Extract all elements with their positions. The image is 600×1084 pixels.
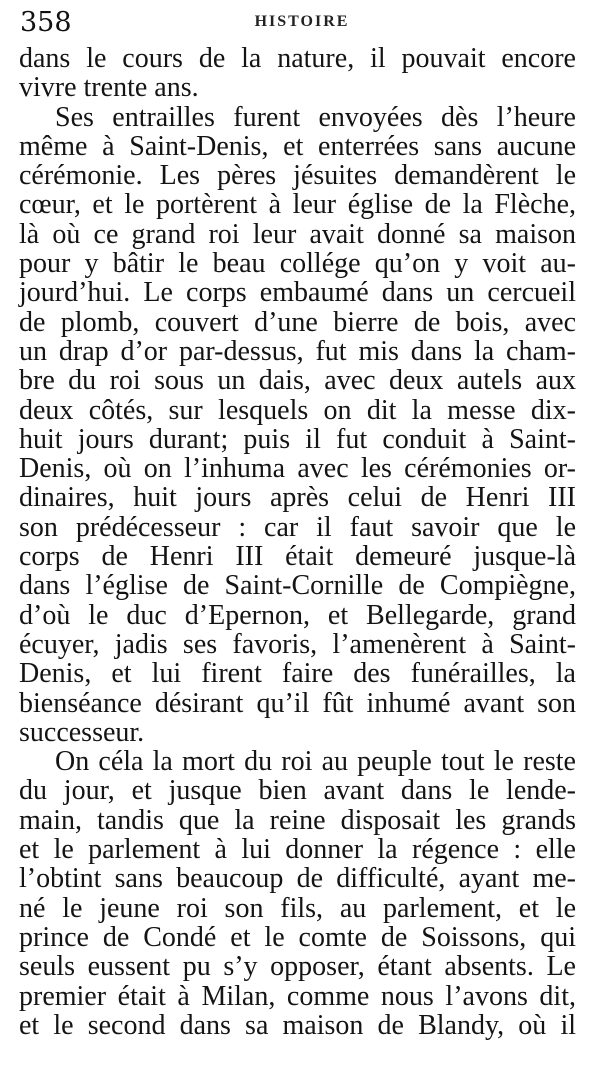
text-line: de plomb, couvert d’une bierre de bois, avec — [19, 306, 576, 338]
text-line: Denis, et lui firent faire des funérailles, la — [19, 658, 576, 690]
text-line: un drap d’or par-dessus, fut mis dans la cham- — [19, 335, 576, 367]
text-line: deux côtés, sur lesquels on dit la messe dix- — [19, 394, 576, 426]
text-line: pour y bâtir le beau collége qu’on y voit au- — [19, 248, 576, 280]
running-head — [18, 6, 586, 40]
body-text — [19, 44, 576, 1040]
text-line: né le jeune roi son fils, au parlement, et le — [19, 892, 576, 924]
text-line: cœur, et le portèrent à leur église de la Flèche, — [19, 189, 576, 221]
page-number: 358 — [20, 7, 72, 38]
text-line: là où ce grand roi leur avait donné sa maison — [19, 218, 576, 250]
text-line: et le parlement à lui donner la régence : elle — [19, 834, 576, 866]
text-line: l’obtint sans beaucoup de difficulté, ayant me- — [19, 863, 576, 895]
text-line: d’où le duc d’Epernon, et Bellegarde, grand — [19, 599, 576, 631]
text-line: vivre trente ans. — [19, 72, 199, 104]
text-line: prince de Condé et le comte de Soissons, qui — [19, 921, 576, 953]
text-line: dans l’église de Saint-Cornille de Compiègne, — [19, 570, 576, 602]
text-line: seuls eussent pu s’y opposer, étant absents. Le — [19, 951, 576, 983]
text-line: bre du roi sous un dais, avec deux autels aux — [19, 365, 576, 397]
text-line: main, tandis que la reine disposait les grands — [19, 804, 576, 836]
text-line: On céla la mort du roi au peuple tout le reste — [55, 746, 576, 778]
text-line: bienséance désirant qu’il fût inhumé avant son — [19, 687, 576, 719]
text-line: son prédécesseur : car il faut savoir que le — [19, 511, 576, 543]
text-line: huit jours durant; puis il fut conduit à Saint- — [19, 423, 576, 455]
text-line: écuyer, jadis ses favoris, l’amenèrent à Saint- — [19, 628, 576, 660]
text-line: corps de Henri III était demeuré jusque-là — [19, 541, 576, 573]
text-line: Ses entrailles furent envoyées dès l’heure — [55, 101, 576, 133]
text-line: Denis, où on l’inhuma avec les cérémonies or- — [19, 453, 576, 485]
text-line: et le second dans sa maison de Blandy, où il — [19, 1009, 576, 1041]
text-line: du jour, et jusque bien avant dans le lende- — [19, 775, 576, 807]
text-line: dans le cours de la nature, il pouvait encore — [19, 43, 576, 74]
running-title: HISTOIRE — [254, 13, 350, 30]
text-line: jourd’hui. Le corps embaumé dans un cercueil — [19, 277, 576, 309]
text-line: cérémonie. Les pères jésuites demandèrent le — [19, 160, 576, 192]
text-line: même à Saint-Denis, et enterrées sans aucune — [19, 130, 576, 162]
text-line: dinaires, huit jours après celui de Henri III — [19, 482, 576, 514]
text-line: premier était à Milan, comme nous l’avons dit, — [19, 980, 576, 1012]
text-line: successeur. — [19, 716, 145, 748]
